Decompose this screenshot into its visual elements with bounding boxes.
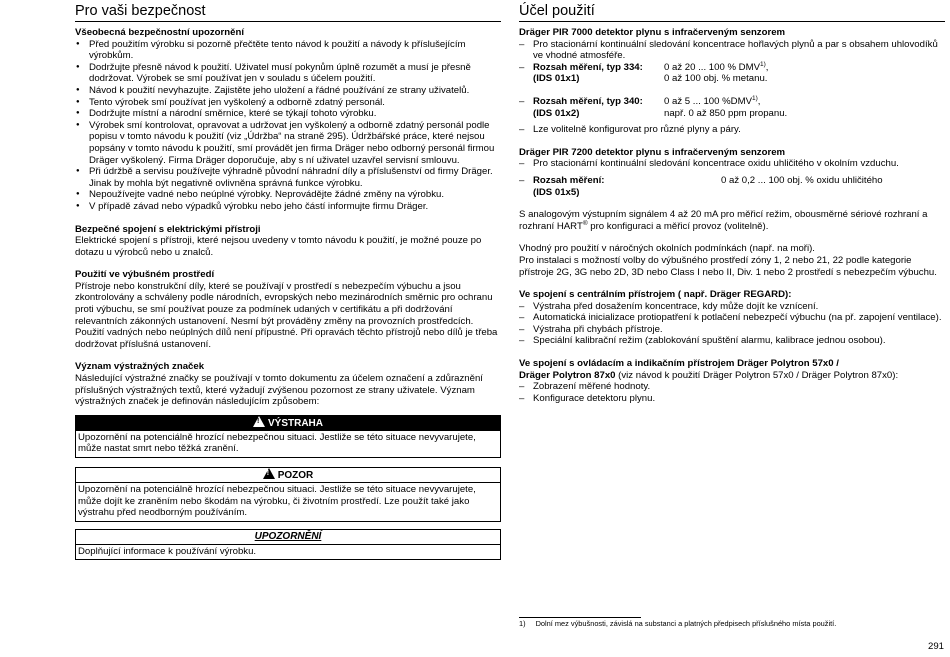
- section-title-purpose: Účel použití: [519, 3, 945, 22]
- electric-heading: Bezpečné spojení s elektrickými přístroji: [75, 223, 261, 235]
- polytron-heading-line2: Dräger Polytron 87x0 (viz návod k použití Dräger Polytron 57x0 / Dräger Polytron 87x0):: [519, 369, 899, 381]
- pir7000-desc-list: [519, 39, 945, 62]
- list-item: ● Před použitím výrobku si pozorně přečtěte tento návod k použití a návody k příslušejícím výrobkům.: [75, 39, 501, 62]
- range-334: – Rozsah měření, typ 334: (IDS 01x1) 0 až 20 ... 100 % DMV$^{1)}$, 0 až 100 obj. % metanu.: [519, 60, 769, 85]
- general-bullet-list: [75, 39, 501, 213]
- electric-text: Elektrické spojení s přístroji, které nejsou uvedeny v tomto návodu k použití, je možné pouze po dotazu u výrobců nebo u znalců.: [75, 235, 482, 258]
- footnote: [519, 619, 939, 628]
- list-item: – Lze volitelně konfigurovat pro různé plyny a páry.: [519, 124, 945, 136]
- list-item: ● Při údržbě a servisu používejte výhradně původní náhradní díly a příslušenství od firmy Dräger. Jinak by mohla být negativně ovlivněna správná funkce výrobku.: [75, 166, 501, 189]
- list-item: – Zobrazení měřené hodnoty.: [519, 381, 945, 393]
- list-item: – Pro stacionární kontinuální sledování koncentrace hořlavých plynů a par s obsahem uhlovodíků ve vhodné atmosféře.: [519, 39, 945, 62]
- warning-header: [76, 416, 500, 431]
- analog-text: S analogovým výstupním signálem 4 až 20 mA pro měřicí režim, obousměrné sériové rozhraní a rozhraní HART® pro konfiguraci a měřicí provoz (volitelně).: [519, 209, 928, 232]
- caution-label: POZOR: [277, 470, 314, 481]
- footnote-ref: 1): [751, 94, 758, 102]
- caution-text: Upozornění na potenciálně hrozící nebezpečnou situaci. Jestliže se této situace nevyvarujete, může dojít ke zraněním nebo škodám na výrobku, či životním prostředí. Lze použít také jako výstrahu před neodborným používáním.: [78, 484, 476, 519]
- range-334-value: 0 až 20 ... 100 % DMV: [664, 61, 760, 73]
- list-item: ● Nepoužívejte vadné nebo neúplné výrobky. Neprovádějte žádné změny na výrobku.: [75, 189, 501, 201]
- right-column: [519, 0, 945, 404]
- range-340-label: Rozsah měření, typ 340:: [533, 95, 643, 107]
- range-334-ids: (IDS 01x1): [533, 73, 580, 85]
- range-334-methane: 0 až 100 obj. % metanu.: [664, 73, 768, 85]
- signs-heading: Význam výstražných značek: [75, 361, 205, 373]
- caution-header: [76, 468, 500, 483]
- list-item: ● Dodržujte místní a národní směrnice, které se týkají tohoto výrobku.: [75, 108, 501, 120]
- warning-text: Upozornění na potenciálně hrozící nebezpečnou situaci. Jestliže se této situace nevyvarujete, může nastat smrt nebo těžká zranění.: [78, 431, 476, 455]
- list-item: ● Výrobek smí kontrolovat, opravovat a udržovat jen vyškolený a odborně zdatný personál podle popisu v tomto návodu k použití (viz „Údržba“ na straně 295). Údržbářské práce, které nejsou popsány v tomto návodu k použití, smí provádět jen firma Dräger nebo odborný personál firmou Dräger vyškolený. Firma Dräger doporučuje, aby s ní uživatel uzavřel servisní smlouvu.: [75, 120, 501, 166]
- warning-box: [75, 415, 501, 458]
- list-item: – Výstraha při chybách přístroje.: [519, 324, 945, 336]
- install-text: Pro instalaci s možností volby do výbušného prostředí zóny 1, 2 nebo 21, 22 podle kategorie přístroje 2G, 3G nebo 2D, 3D nebo Class I nebo II, Div. 1 nebo 2 prostředí s nebezpečím výbuchu.: [519, 254, 937, 278]
- ex-heading: Použití ve výbušném prostředí: [75, 269, 215, 281]
- polytron-heading: Ve spojení s ovládacím a indikačním přístrojem Dräger Polytron 57x0 /: [519, 358, 839, 370]
- list-item: – Výstraha před dosažením koncentrace, kdy může dojít ke vznícení.: [519, 301, 945, 313]
- left-column: [75, 0, 501, 560]
- suitable-text: Vhodný pro použití v náročných okolních podmínkách (např. na moři).: [519, 243, 815, 255]
- general-heading: Všeobecná bezpečnostní upozornění: [75, 27, 244, 38]
- footnote-ref: 1): [759, 60, 766, 68]
- range-7200-value: 0 až 0,2 ... 100 obj. % oxidu uhličitého: [721, 174, 883, 186]
- page-number: 291: [928, 641, 945, 652]
- list-item: ● Návod k použití nevyhazujte. Zajistěte jeho uložení a řádné používání ze strany uživatelů.: [75, 85, 501, 97]
- pir7200-heading: Dräger PIR 7200 detektor plynu s infračerveným senzorem: [519, 146, 786, 158]
- range-340-value: 0 až 5 ... 100 %DMV: [664, 95, 752, 107]
- notice-text: Doplňující informace k používání výrobku.: [78, 545, 257, 557]
- range-340: – Rozsah měření, typ 340: (IDS 01x2) 0 až 5 ... 100 %DMV$^{1)}$, např. 0 až 850 ppm propanu.: [519, 94, 788, 119]
- ex-text: Přístroje nebo konstrukční díly, které se používají v prostředí s nebezpečím výbuchu a jsou zkontrolovány a schváleny podle národních, evropských nebo mezinárodních směrnic pro ochranu proti výbuchu, se smí používat pouze za podmínek udaných v certifikátu a při dodržování relevantních zákonných ustanovení. Nesmí být prováděny změny na provozních prostředcích. Použití vadných nebo neúplných dílů není přípustné. Při opravách těchto přístrojů nebo dílů je třeba dodržovat příslušná ustanovení.: [75, 280, 498, 350]
- notice-header: UPOZORNĚNÍ: [76, 530, 500, 545]
- caution-triangle-icon: !: [263, 468, 275, 479]
- section-title-safety: Pro vaši bezpečnost: [75, 3, 501, 22]
- range-334-label: Rozsah měření, typ 334:: [533, 61, 643, 73]
- signs-text: Následující výstražné značky se používají v tomto dokumentu za účelem označení a zdůraznění příslušných výstražných textů, které vyžadují zvýšenou pozornost ze strany uživatele. Význam výstražných značek je definován následujícím způsobem:: [75, 373, 483, 408]
- warning-triangle-icon: !: [253, 416, 265, 427]
- range-7200-ids: (IDS 01x5): [533, 186, 580, 198]
- list-item: – Pro stacionární kontinuální sledování koncentrace oxidu uhličitého v okolním vzduchu.: [519, 158, 945, 170]
- range-7200: – Rozsah měření: (IDS 01x5) 0 až 0,2 ... 100 obj. % oxidu uhličitého: [519, 174, 883, 198]
- pir7000-heading: Dräger PIR 7000 detektor plynu s infračerveným senzorem: [519, 27, 786, 38]
- list-item: ● V případě závad nebo výpadků výrobku nebo jeho částí informujte firmu Dräger.: [75, 201, 501, 213]
- footnote-text: Dolní mez výbušnosti, závislá na substanci a platných předpisech příslušného místa použití.: [535, 619, 837, 628]
- list-item: – Speciální kalibrační režim (zablokování spuštění alarmu, kalibrace jednou osobou).: [519, 335, 945, 347]
- notice-box: [75, 529, 501, 561]
- list-item: – Konfigurace detektoru plynu.: [519, 393, 945, 405]
- caution-box: [75, 467, 501, 522]
- central-heading: Ve spojení s centrálním přístrojem ( např. Dräger REGARD):: [519, 289, 792, 301]
- polytron-list: [519, 381, 945, 404]
- list-item: ● Tento výrobek smí používat jen vyškolený a odborně zdatný personál.: [75, 97, 501, 109]
- central-list: [519, 301, 945, 347]
- footnote-divider: [519, 617, 641, 618]
- footnote-number: 1): [519, 619, 526, 628]
- list-item: – Automatická inicializace protiopatření k potlačení nebezpečí výbuchu (na př. zapojení ventilace).: [519, 312, 945, 324]
- warning-label: VÝSTRAHA: [267, 417, 323, 429]
- range-340-ids: (IDS 01x2): [533, 107, 580, 119]
- pir7200-desc-list: [519, 158, 945, 170]
- range-7200-label: Rozsah měření:: [533, 174, 605, 186]
- list-item: ● Dodržujte přesně návod k použití. Uživatel musí pokynům úplně rozumět a musí je přesně dodržovat. Výrobek se smí používat jen v souladu s účelem použití.: [75, 62, 501, 85]
- pir7000-config-list: [519, 124, 945, 136]
- range-340-propane: např. 0 až 850 ppm propanu.: [664, 107, 788, 119]
